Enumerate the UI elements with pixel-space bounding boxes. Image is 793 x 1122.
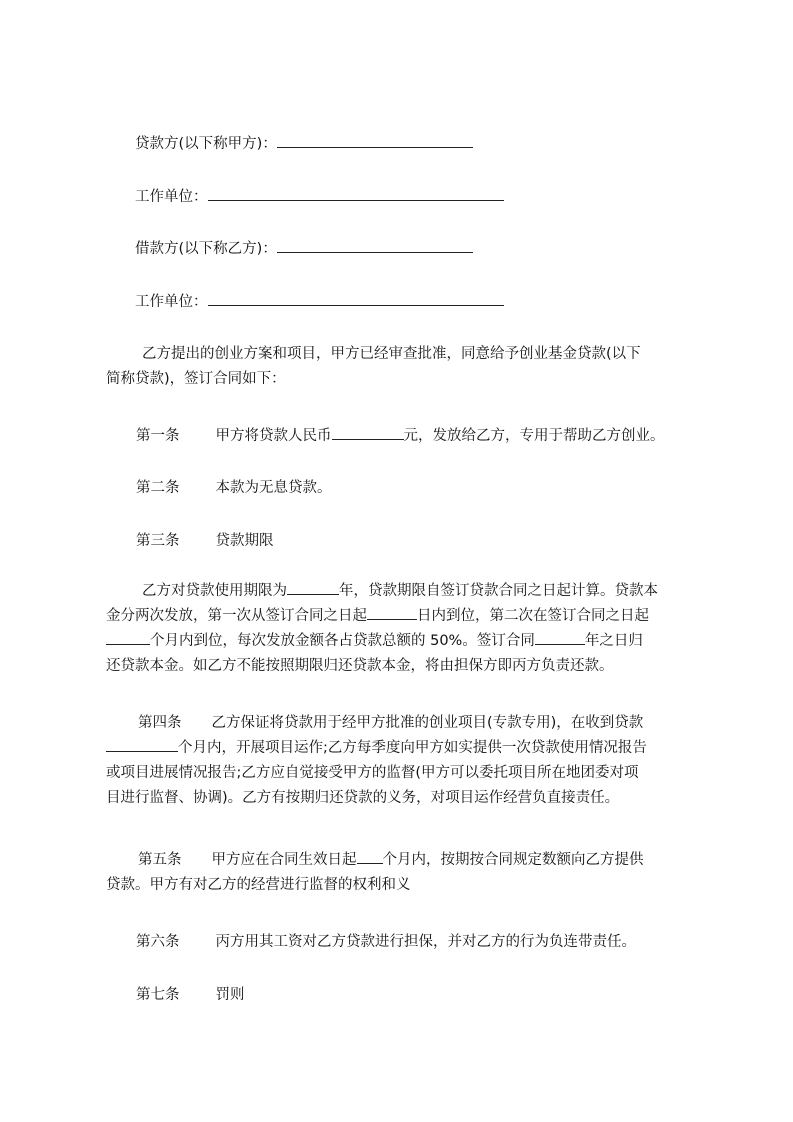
first-disbursement-days-blank[interactable] (367, 605, 417, 620)
borrower-field (135, 238, 473, 259)
intro-line-1: 乙方提出的创业方案和项目，甲方已经审查批准，同意给予创业基金贷款(以下 (142, 346, 641, 362)
article-4-l1: 乙方保证将贷款用于经甲方批准的创业项目(专款专用)，在收到贷款 (211, 715, 644, 731)
article-4-title: 第四条 (138, 715, 182, 731)
article-7 (136, 985, 245, 1005)
lender-blank[interactable] (277, 133, 473, 148)
article-3-paragraph (106, 579, 700, 679)
article-3-line-3 (106, 629, 700, 654)
borrower-unit-field (135, 291, 504, 312)
article-4-line-4: 目进行监督、协调)。乙方有按期归还贷款的义务，对项目运作经营负直接责任。 (106, 790, 620, 806)
article-1-text-b: 元，发放给乙方，专用于帮助乙方创业。 (403, 428, 665, 444)
article-6-title: 第六条 (136, 934, 180, 950)
article-2 (136, 478, 332, 498)
article-3-p1-a: 乙方对贷款使用期限为 (142, 583, 287, 599)
article-3 (136, 531, 274, 551)
article-3-p3-a: 个月内到位，每次发放金额各占贷款总额的 50%。签订合同 (150, 633, 535, 649)
article-3-p2-a: 金分两次发放，第一次从签订合同之日起 (106, 608, 367, 624)
article-5-l1-a: 甲方应在合同生效日起 (211, 852, 357, 868)
article-7-text: 罚则 (215, 987, 245, 1003)
article-4-line-2 (106, 736, 700, 761)
article-3-text: 贷款期限 (215, 533, 274, 549)
project-start-months-blank[interactable] (106, 737, 178, 752)
article-4-line-3: 或项目进展情况报告;乙方应自觉接受甲方的监督(甲方可以委托项目所在地团委对项 (106, 765, 639, 781)
lender-field (135, 133, 473, 154)
repayment-year-blank[interactable] (535, 630, 585, 645)
article-1 (136, 425, 665, 446)
loan-amount-blank[interactable] (332, 425, 404, 440)
intro-line-2: 简称贷款)，签订合同如下： (106, 371, 286, 387)
article-3-p2-b: 日内到位，第二次在签订合同之日起 (417, 608, 649, 624)
article-4-paragraph (106, 711, 700, 811)
borrower-unit-blank[interactable] (208, 291, 504, 306)
article-5-title: 第五条 (138, 852, 182, 868)
article-3-title: 第三条 (136, 533, 180, 549)
loan-term-blank[interactable] (287, 580, 339, 595)
article-5-line-2: 贷款。甲方有对乙方的经营进行监督的权利和义 (106, 877, 411, 893)
article-6-text: 丙方用其工资对乙方贷款进行担保，并对乙方的行为负连带责任。 (215, 934, 636, 950)
article-2-title: 第二条 (136, 480, 180, 496)
lender-unit-field (135, 186, 504, 207)
lender-unit-blank[interactable] (208, 186, 504, 201)
article-6 (136, 932, 636, 952)
article-3-line-4: 还贷款本金。如乙方不能按照期限归还贷款本金，将由担保方即丙方负责还款。 (106, 658, 614, 674)
borrower-label: 借款方(以下称乙方)： (135, 241, 277, 257)
article-5-line-1 (106, 848, 700, 873)
intro-paragraph (106, 342, 700, 392)
lender-unit-label: 工作单位： (135, 189, 208, 205)
article-4-l2: 个月内，开展项目运作;乙方每季度向甲方如实提供一次贷款使用情况报告 (178, 740, 647, 756)
second-disbursement-months-blank[interactable] (106, 630, 150, 645)
article-3-p3-b: 年之日归 (584, 633, 643, 649)
article-5-l1-b: 个月内，按期按合同规定数额向乙方提供 (382, 852, 644, 868)
article-3-line-2 (106, 604, 700, 629)
article-7-title: 第七条 (136, 987, 180, 1003)
lender-label: 贷款方(以下称甲方)： (135, 136, 277, 152)
borrower-unit-label: 工作单位： (135, 294, 208, 310)
article-3-line-1 (106, 579, 700, 604)
article-3-p1-b: 年，贷款期限自签订贷款合同之日起计算。贷款本 (339, 583, 658, 599)
article-4-line-1 (106, 711, 700, 736)
loan-provision-months-blank[interactable] (357, 849, 383, 864)
borrower-blank[interactable] (277, 238, 473, 253)
article-1-text-a: 甲方将贷款人民币 (215, 428, 332, 444)
article-1-title: 第一条 (136, 428, 180, 444)
article-5-paragraph (106, 848, 700, 898)
article-2-text: 本款为无息贷款。 (215, 480, 332, 496)
